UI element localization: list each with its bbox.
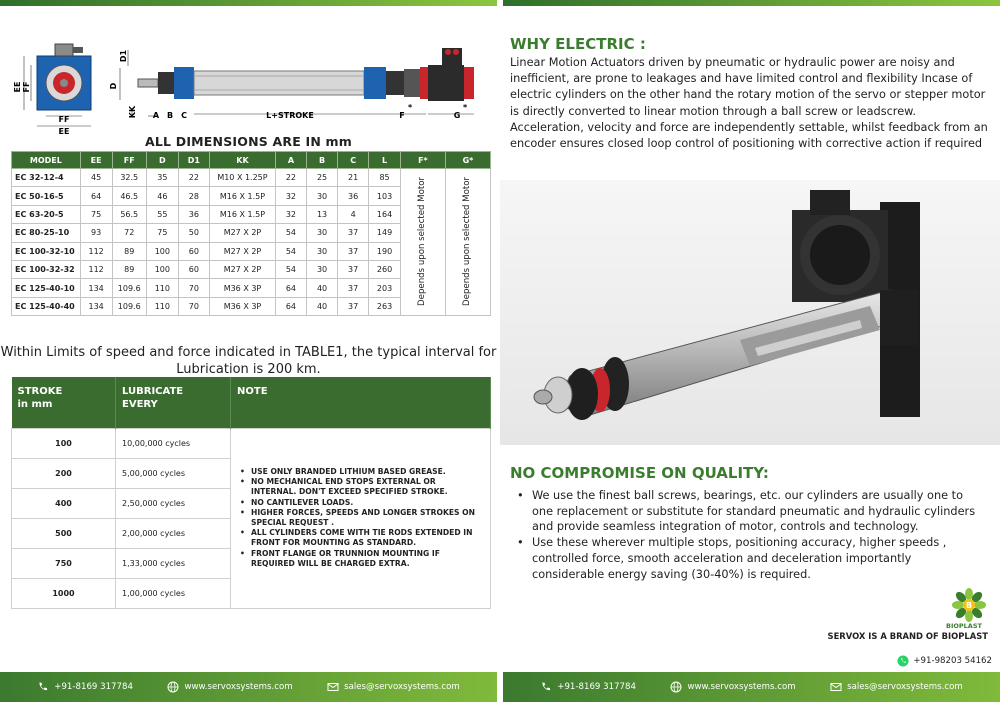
footer-website-text: www.servoxsystems.com bbox=[184, 682, 293, 692]
table-cell: 260 bbox=[369, 260, 401, 278]
g-column-note: Depends upon selected Motor bbox=[445, 169, 490, 316]
table-cell: EC 80-25-10 bbox=[12, 224, 81, 242]
table-cell: EC 32-12-4 bbox=[12, 169, 81, 187]
cycles-cell: 1,33,000 cycles bbox=[116, 548, 231, 578]
stroke-cell: 400 bbox=[12, 488, 116, 518]
bioplast-logo-text: BIOPLAST bbox=[946, 622, 982, 630]
dim-label-c: C bbox=[181, 111, 187, 120]
table-cell: 30 bbox=[306, 242, 337, 260]
front-view bbox=[13, 44, 91, 136]
top-accent-bar-right bbox=[503, 0, 1000, 6]
table-cell: 85 bbox=[369, 169, 401, 187]
table-cell: M27 X 2P bbox=[210, 260, 276, 278]
dim-header-cell: C bbox=[338, 152, 369, 169]
table-cell: EC 100-32-10 bbox=[12, 242, 81, 260]
table-cell: 72 bbox=[112, 224, 146, 242]
svg-text:B: B bbox=[965, 601, 973, 610]
table-cell: 37 bbox=[338, 224, 369, 242]
dim-header-cell: G* bbox=[445, 152, 490, 169]
quality-item: • We use the finest ball screws, bearings, etc. our cylinders are usually one to one replacement or substitute for standard pneumatic and hydraulic cylinders and provide seamless integration of motor, controls and technology. bbox=[516, 488, 986, 535]
whatsapp-number: +91-98203 54162 bbox=[913, 656, 992, 666]
table-cell: 112 bbox=[80, 260, 112, 278]
table-cell: 37 bbox=[338, 260, 369, 278]
table-cell: 21 bbox=[338, 169, 369, 187]
table-cell: 64 bbox=[275, 297, 306, 315]
table-cell: EC 100-32-32 bbox=[12, 260, 81, 278]
table-cell: 93 bbox=[80, 224, 112, 242]
dimensions-title: ALL DIMENSIONS ARE IN mm bbox=[144, 134, 353, 149]
dim-header-cell: D bbox=[146, 152, 178, 169]
dim-label-g: G bbox=[453, 111, 461, 120]
stroke-cell: 100 bbox=[12, 428, 116, 458]
footer-phone-text: +91-8169 317784 bbox=[557, 682, 636, 692]
globe-icon bbox=[167, 681, 179, 693]
footer-email[interactable] bbox=[327, 681, 460, 693]
table-cell: M16 X 1.5P bbox=[210, 205, 276, 223]
table-cell: 190 bbox=[369, 242, 401, 260]
table-cell: 75 bbox=[146, 224, 178, 242]
lubrication-intro: Within Limits of speed and force indicated in TABLE1, the typical interval for Lubrication is 200 km. bbox=[0, 345, 497, 377]
table-cell: 35 bbox=[146, 169, 178, 187]
table-cell: 60 bbox=[178, 260, 209, 278]
footer-right bbox=[503, 672, 1000, 702]
lubrication-table bbox=[11, 377, 491, 609]
table-cell: 263 bbox=[369, 297, 401, 315]
quality-list bbox=[516, 488, 986, 582]
dim-label-ff-bottom: FF bbox=[58, 115, 70, 124]
dim-label-d: D bbox=[109, 82, 118, 90]
table-cell: 100 bbox=[146, 242, 178, 260]
phone-icon bbox=[37, 681, 49, 693]
stroke-cell: 750 bbox=[12, 548, 116, 578]
table-cell: 30 bbox=[306, 224, 337, 242]
table-cell: 89 bbox=[112, 260, 146, 278]
table-cell: 13 bbox=[306, 205, 337, 223]
dim-label-b: B bbox=[166, 111, 174, 120]
table-cell: 70 bbox=[178, 279, 209, 297]
dim-label-g-star: * bbox=[463, 103, 468, 112]
brand-tagline: SERVOX IS A BRAND OF BIOPLAST bbox=[827, 631, 988, 641]
dim-label-a: A bbox=[152, 111, 160, 120]
table-cell: 149 bbox=[369, 224, 401, 242]
whatsapp-contact[interactable] bbox=[897, 655, 992, 667]
header-lubricate: LUBRICATE EVERY bbox=[116, 377, 231, 428]
table-cell: 37 bbox=[338, 297, 369, 315]
cycles-cell: 1,00,000 cycles bbox=[116, 578, 231, 608]
dim-label-ee-bottom: EE bbox=[58, 127, 70, 136]
cycles-cell: 2,00,000 cycles bbox=[116, 518, 231, 548]
table-row bbox=[12, 428, 491, 458]
table-cell: M36 X 3P bbox=[210, 297, 276, 315]
table-cell: 164 bbox=[369, 205, 401, 223]
bioplast-logo bbox=[952, 588, 986, 622]
footer-email-text: sales@servoxsystems.com bbox=[344, 682, 460, 692]
table-cell: EC 125-40-10 bbox=[12, 279, 81, 297]
table-cell: 28 bbox=[178, 187, 209, 205]
side-view bbox=[109, 48, 474, 120]
table-cell: 36 bbox=[178, 205, 209, 223]
table-cell: 54 bbox=[275, 242, 306, 260]
note-item: • NO CANTILEVER LOADS. bbox=[239, 498, 482, 508]
header-note: NOTE bbox=[231, 377, 491, 428]
lubrication-header-row bbox=[12, 377, 491, 428]
footer-email-text: sales@servoxsystems.com bbox=[847, 682, 963, 692]
why-electric-heading: WHY ELECTRIC : bbox=[510, 35, 646, 53]
table-cell: 30 bbox=[306, 260, 337, 278]
f-column-note: Depends upon selected Motor bbox=[400, 169, 445, 316]
table-cell: M16 X 1.5P bbox=[210, 187, 276, 205]
footer-phone[interactable] bbox=[37, 681, 133, 693]
footer-website-text: www.servoxsystems.com bbox=[687, 682, 796, 692]
footer-left bbox=[0, 672, 497, 702]
footer-phone-text: +91-8169 317784 bbox=[54, 682, 133, 692]
actuator-dimension-drawing bbox=[0, 38, 497, 138]
dim-label-l-stroke: L+STROKE bbox=[266, 111, 314, 120]
table-cell: 112 bbox=[80, 242, 112, 260]
table-cell: 56.5 bbox=[112, 205, 146, 223]
dim-label-f: F bbox=[399, 111, 405, 120]
dim-header-cell: A bbox=[275, 152, 306, 169]
dimensions-table bbox=[11, 151, 491, 316]
table-cell: 60 bbox=[178, 242, 209, 260]
table-cell: M27 X 2P bbox=[210, 242, 276, 260]
footer bbox=[0, 672, 1000, 702]
table-cell: 32 bbox=[275, 205, 306, 223]
table-cell: 4 bbox=[338, 205, 369, 223]
table-cell: 46.5 bbox=[112, 187, 146, 205]
globe-icon bbox=[670, 681, 682, 693]
mail-icon bbox=[830, 681, 842, 693]
table-cell: 40 bbox=[306, 297, 337, 315]
stroke-cell: 200 bbox=[12, 458, 116, 488]
table-cell: 32.5 bbox=[112, 169, 146, 187]
footer-website[interactable] bbox=[670, 681, 795, 693]
table-cell: 64 bbox=[80, 187, 112, 205]
notes-list bbox=[239, 467, 482, 569]
table-cell: 103 bbox=[369, 187, 401, 205]
table-cell: 70 bbox=[178, 297, 209, 315]
note-item: • ALL CYLINDERS COME WITH TIE RODS EXTENDED IN FRONT FOR MOUNTING AS STANDARD. bbox=[239, 528, 482, 548]
table-cell: 30 bbox=[306, 187, 337, 205]
table-cell: 109.6 bbox=[112, 297, 146, 315]
dimensions-header-row bbox=[12, 152, 491, 169]
stroke-cell: 1000 bbox=[12, 578, 116, 608]
dim-header-cell: EE bbox=[80, 152, 112, 169]
dim-header-cell: FF bbox=[112, 152, 146, 169]
footer-website[interactable] bbox=[167, 681, 292, 693]
table-cell: 50 bbox=[178, 224, 209, 242]
notes-cell bbox=[231, 428, 491, 608]
quality-item: • Use these wherever multiple stops, positioning accuracy, higher speeds , controlled force, smooth acceleration and deceleration importantly considerable energy saving (30-40%) is required. bbox=[516, 535, 986, 582]
table-cell: 22 bbox=[275, 169, 306, 187]
cycles-cell: 5,00,000 cycles bbox=[116, 458, 231, 488]
why-electric-body: Linear Motion Actuators driven by pneumatic or hydraulic power are noisy and inefficient, are prone to leakages and have limited control and flexibility Incase of electric cylinders on the other hand the rotary motion of the servo or stepper motor is directly converted to linear motion through a ball screw or leadscrew. Acceleration, velocity and force are independently settable, whilst feedback from an encoder ensures closed loop control of positioning with corrective action if required bbox=[510, 56, 988, 151]
stroke-cell: 500 bbox=[12, 518, 116, 548]
table-cell: EC 125-40-40 bbox=[12, 297, 81, 315]
cycles-cell: 2,50,000 cycles bbox=[116, 488, 231, 518]
dim-label-f-star: * bbox=[408, 103, 413, 112]
table-cell: 110 bbox=[146, 297, 178, 315]
cycles-cell: 10,00,000 cycles bbox=[116, 428, 231, 458]
table-cell: 37 bbox=[338, 242, 369, 260]
actuator-product-photo bbox=[500, 180, 1000, 445]
table-cell: 109.6 bbox=[112, 279, 146, 297]
quality-heading: NO COMPROMISE ON QUALITY: bbox=[510, 464, 769, 482]
table-cell: 45 bbox=[80, 169, 112, 187]
footer-phone[interactable] bbox=[540, 681, 636, 693]
table-cell: M36 X 3P bbox=[210, 279, 276, 297]
table-cell: 37 bbox=[338, 279, 369, 297]
footer-email[interactable] bbox=[830, 681, 963, 693]
top-accent-bar-left bbox=[0, 0, 497, 6]
header-stroke: STROKE in mm bbox=[12, 377, 116, 428]
dim-header-cell: MODEL bbox=[12, 152, 81, 169]
table-cell: M27 X 2P bbox=[210, 224, 276, 242]
table-cell: 22 bbox=[178, 169, 209, 187]
table-cell: 54 bbox=[275, 224, 306, 242]
table-cell: 25 bbox=[306, 169, 337, 187]
table-cell: 203 bbox=[369, 279, 401, 297]
dim-label-ff: FF bbox=[22, 81, 31, 93]
dim-label-d1: D1 bbox=[119, 49, 128, 63]
whatsapp-icon bbox=[897, 655, 909, 667]
note-item: • USE ONLY BRANDED LITHIUM BASED GREASE. bbox=[239, 467, 482, 477]
table-cell: 100 bbox=[146, 260, 178, 278]
table-cell: M10 X 1.25P bbox=[210, 169, 276, 187]
table-cell: 134 bbox=[80, 279, 112, 297]
note-item: • FRONT FLANGE OR TRUNNION MOUNTING IF REQUIRED WILL BE CHARGED EXTRA. bbox=[239, 549, 482, 569]
dim-header-cell: B bbox=[306, 152, 337, 169]
note-item: • HIGHER FORCES, SPEEDS AND LONGER STROKES ON SPECIAL REQUEST . bbox=[239, 508, 482, 528]
dim-header-cell: F* bbox=[400, 152, 445, 169]
table-cell: 46 bbox=[146, 187, 178, 205]
table-cell: EC 50-16-5 bbox=[12, 187, 81, 205]
table-cell: 55 bbox=[146, 205, 178, 223]
dim-header-cell: KK bbox=[210, 152, 276, 169]
table-cell: 75 bbox=[80, 205, 112, 223]
table-cell: EC 63-20-5 bbox=[12, 205, 81, 223]
dim-header-cell: D1 bbox=[178, 152, 209, 169]
table-cell: 32 bbox=[275, 187, 306, 205]
table-cell: 134 bbox=[80, 297, 112, 315]
note-item: • NO MECHANICAL END STOPS EXTERNAL OR INTERNAL. DON'T EXCEED SPECIFIED STROKE. bbox=[239, 477, 482, 497]
table-row bbox=[12, 169, 491, 187]
table-cell: 54 bbox=[275, 260, 306, 278]
mail-icon bbox=[327, 681, 339, 693]
table-cell: 40 bbox=[306, 279, 337, 297]
table-cell: 110 bbox=[146, 279, 178, 297]
dim-header-cell: L bbox=[369, 152, 401, 169]
phone-icon bbox=[540, 681, 552, 693]
dim-label-kk: KK bbox=[128, 105, 137, 119]
table-cell: 89 bbox=[112, 242, 146, 260]
table-cell: 64 bbox=[275, 279, 306, 297]
dim-label-ee: EE bbox=[13, 81, 22, 93]
table-cell: 36 bbox=[338, 187, 369, 205]
